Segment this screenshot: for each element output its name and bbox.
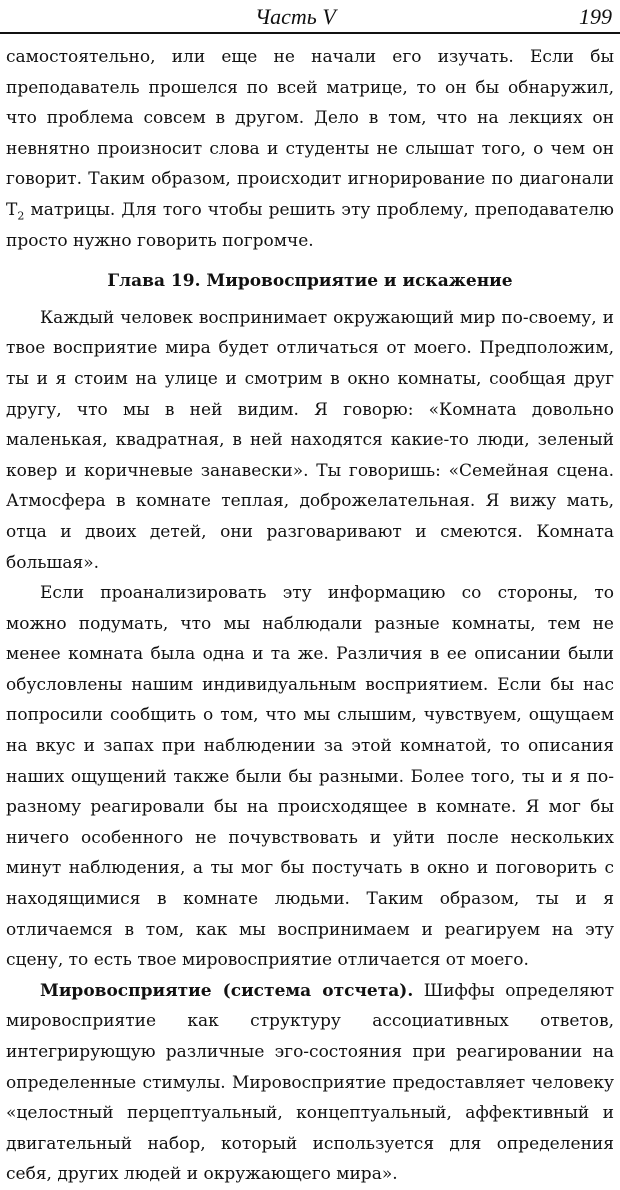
definition-term: Мировосприятие (система отсчета). <box>40 980 414 1001</box>
paragraph-definition <box>6 976 614 1190</box>
paragraph-worldview-example: Каждый человек воспринимает окружающий мир по-своему, и твое восприятие мира будет отличаться от моего. Предположим, ты и я стоим на улице и смотрим в окно комнаты, сообщая друг другу, что мы в ней видим. Я говорю: «Комната довольно маленькая, квадратная, в ней находятся какие-то люди, зеленый ковер и коричневые занавески». Ты говоришь: «Семейная сцена. Атмосфера в комнате теплая, доброжелательная. Я вижу мать, отца и двоих детей, они разговаривают и смеются. Комната большая». <box>6 307 614 573</box>
page-number: 199 <box>579 4 612 29</box>
chapter-heading: Глава 19. Мировосприятие и искажение <box>107 271 513 292</box>
paragraph-analysis: Если проанализировать эту информацию со стороны, то можно подумать, что мы наблюдали разные комнаты, тем не менее комната была одна и та же. Различия в ее описании были обусловлены нашим индивидуальным восприятием. Если бы нас попросили сообщить о том, что мы слышим, чувствуем, ощущаем на вкус и запах при наблюдении за этой комнатой, то описания наших ощущений также были бы разными. Более того, ты и я по-разному реагировали бы на происходящее в комнате. Я мог бы ничего особенного не почувствовать и уйти после нескольких минут наблюдения, а ты мог бы постучать в окно и поговорить с находящимися в комнате людьми. Таким образом, ты и я отличаемся в том, как мы воспринимаем и реагируем на эту сцену, то есть твое мировосприятие отличается от моего. <box>6 583 614 971</box>
page-body <box>6 42 614 1190</box>
definition-text: Шиффы определяют мировосприятие как структуру ассоциативных ответов, интегрирующую различные эго-состояния при реагировании на определенные стимулы. Мировосприятие предоставляет человеку «целостный перцептуальный, концептуальный, аффективный и двигательный набор, который используется для определения себя, других людей и окружающего мира». <box>6 980 614 1185</box>
part-title: Часть V <box>255 4 336 29</box>
paragraph-continued <box>6 42 614 256</box>
paragraph-continued-text-a: самостоятельно, или еще не начали его изучать. Если бы преподаватель прошелся по всей матрице, то он бы обнаружил, что проблема совсем в другом. Дело в том, что на лекциях он невнятно произносит слова и студенты не слышат того, о чем он говорит. Таким образом, происходит игнорирование по диагонали Т <box>6 47 614 220</box>
header-rule <box>0 32 620 34</box>
diagonal-subscript: 2 <box>17 209 25 223</box>
running-head <box>0 0 620 36</box>
paragraph-continued-text-b: матрицы. Для того чтобы решить эту проблему, преподавателю просто нужно говорить погромче. <box>6 199 614 251</box>
